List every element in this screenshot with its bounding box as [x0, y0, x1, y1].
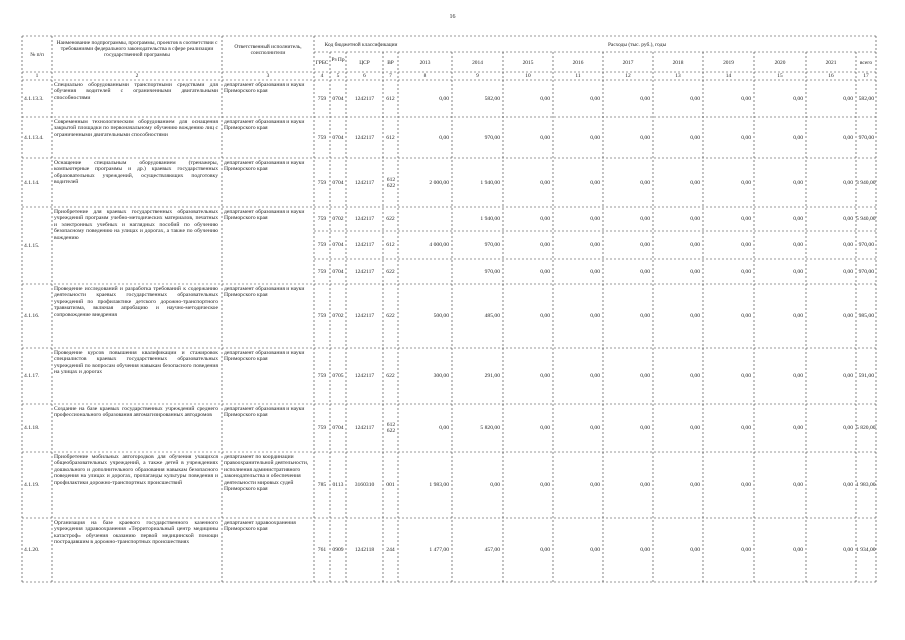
cell-csr: 1242117: [354, 216, 375, 222]
header-budget-group: Код бюджетной классификации: [324, 42, 398, 48]
cell-2017: 0,00: [640, 242, 650, 248]
row-executor: департамент образования и науки Приморского края: [224, 350, 305, 363]
cell-2015: 0,00: [540, 547, 550, 553]
column-number: 10: [525, 73, 531, 79]
page-number: 16: [449, 14, 456, 20]
cell-2013: 500,00: [433, 313, 449, 319]
cell-csr: 1242117: [354, 242, 375, 248]
cell-2017: 0,00: [640, 268, 650, 275]
cell-2020: 0,00: [793, 547, 803, 553]
header-year-2018: 2018: [672, 60, 684, 66]
column-number: 7: [389, 73, 392, 79]
cell-2019: 0,00: [741, 242, 751, 248]
cell-2019: 0,00: [741, 134, 751, 141]
cell-2015: 0,00: [540, 482, 550, 488]
cell-2015: 0,00: [540, 268, 550, 275]
cell-2013: 1 983,00: [429, 482, 449, 488]
cell-csr: 1242117: [354, 373, 375, 379]
cell-csr: 1242117: [354, 313, 375, 319]
cell-2018: 0,00: [690, 425, 700, 431]
cell-2017: 0,00: [640, 216, 650, 222]
cell-2013: 2 000,00: [429, 179, 449, 186]
cell-vr: 244: [386, 547, 395, 553]
cell-total: 970,00: [858, 134, 874, 141]
cell-2021: 0,00: [843, 134, 853, 141]
cell-2020: 0,00: [793, 134, 803, 141]
cell-2017: 0,00: [640, 425, 650, 431]
cell-2018: 0,00: [690, 482, 700, 488]
column-number: 11: [575, 73, 581, 79]
row-number: 4.1.14.: [24, 179, 40, 186]
cell-2014: 5 820,00: [480, 425, 500, 431]
cell-2014: 582,00: [484, 95, 500, 102]
cell-2016: 0,00: [590, 482, 600, 488]
cell-total: 985,00: [858, 313, 874, 319]
cell-grbs: 759: [317, 425, 327, 431]
cell-2017: 0,00: [640, 482, 650, 488]
cell-rzpr: 0704: [332, 242, 344, 248]
cell-vr: 622: [386, 268, 395, 275]
column-number: 13: [675, 73, 681, 79]
row-executor: департамент здравоохранения Приморского края: [224, 520, 296, 533]
cell-grbs: 759: [317, 242, 327, 248]
cell-2020: 0,00: [793, 425, 803, 431]
cell-grbs: 785: [317, 482, 327, 488]
cell-grbs: 759: [317, 373, 327, 379]
row-name: Проведение курсов повышения квалификации и стажировок специалистов краевых государственных образовательных учреждений по вопросам обучения навыкам безопасного поведения на улицах и дорогах: [54, 350, 218, 376]
header-year-2013: 2013: [419, 60, 431, 66]
row-number: 4.1.19.: [24, 482, 40, 488]
header-csr: ЦСР: [359, 60, 370, 66]
header-executor: Ответственный исполнитель, соисполнители: [234, 44, 302, 57]
header-total: всего: [859, 60, 873, 66]
cell-total: 970,00: [858, 242, 874, 248]
cell-2017: 0,00: [640, 547, 650, 553]
cell-2014: 970,00: [484, 134, 500, 141]
row-number: 4.1.20.: [24, 547, 40, 553]
header-expenses-group: Расходы (тыс. руб.), годы: [607, 42, 667, 48]
cell-rzpr: 0702: [332, 216, 344, 222]
cell-rzpr: 0704: [332, 179, 344, 186]
cell-2015: 0,00: [540, 242, 550, 248]
cell-grbs: 759: [317, 95, 327, 102]
cell-csr: 1242117: [354, 179, 375, 186]
cell-vr: 622: [386, 373, 395, 379]
cell-2017: 0,00: [640, 95, 650, 102]
row-executor: департамент образования и науки Приморского края: [224, 82, 305, 95]
cell-2017: 0,00: [640, 373, 650, 379]
row-executor: департамент образования и науки Приморского края: [224, 406, 305, 419]
cell-vr: 622: [386, 313, 395, 319]
cell-2021: 0,00: [843, 373, 853, 379]
cell-2015: 0,00: [540, 313, 550, 319]
cell-total: 5 940,00: [856, 216, 876, 222]
cell-2015: 0,00: [540, 134, 550, 141]
cell-2020: 0,00: [793, 179, 803, 186]
cell-2018: 0,00: [690, 313, 700, 319]
cell-2018: 0,00: [690, 373, 700, 379]
cell-2021: 0,00: [843, 268, 853, 275]
row-number: 4.1.18.: [24, 425, 40, 431]
cell-2021: 0,00: [843, 547, 853, 553]
cell-2018: 0,00: [690, 547, 700, 553]
cell-total: 1 934,00: [856, 547, 876, 553]
cell-csr: 1242118: [354, 547, 375, 553]
cell-2016: 0,00: [590, 425, 600, 431]
header-year-2021: 2021: [825, 60, 837, 66]
column-number: 14: [725, 73, 732, 79]
cell-2020: 0,00: [793, 242, 803, 248]
cell-2013: 0,00: [439, 95, 449, 102]
column-number: 4: [320, 73, 324, 79]
cell-2014: 970,00: [484, 268, 500, 275]
cell-vr: 622: [386, 216, 395, 222]
cell-total: 5 820,00: [856, 425, 876, 431]
cell-2016: 0,00: [590, 242, 600, 248]
column-number: 9: [476, 73, 479, 79]
row-name: Создание на базе краевых государственных учреждений среднего профессионального образования автомагизированных автодромов: [54, 406, 218, 419]
cell-total: 1 983,00: [856, 482, 876, 488]
header-year-2017: 2017: [622, 60, 634, 66]
row-name: Приобретение мобильных автогородков для обучения учащихся общеобразовательных учреждений, а также детей в учреждениях дошкольного и дополнительного образования навыкам безопасного поведения на улицах и дорогах, пропаганды культуры поведения и профилактики дорожно-транспортных происшествий: [54, 454, 218, 486]
row-number: 4.1.15.: [24, 242, 40, 249]
cell-2016: 0,00: [590, 547, 600, 553]
cell-2019: 0,00: [741, 373, 751, 379]
cell-vr: 612: [386, 134, 395, 141]
header-name: Наименование подпрограммы, программы, проектов в соответствии с требованиями федерального законодательства в сфере реализации государственной программы: [56, 40, 218, 59]
cell-2016: 0,00: [590, 95, 600, 102]
row-name: Оснащение специальным оборудованием (тренажеры, компьютерные программы и др.) краевых государственных образовательных учреждений, осуществляющих подготовку водителей: [54, 160, 218, 186]
row-number: 4.1.16.: [24, 313, 40, 319]
row-name: Проведение исследований и разработка требований к содержанию деятельности краевых государственных образовательных учреждений по профилактике детского дорожно-транспортного травматизма, включая апробацию и научно-методическое сопровождение внедрения: [54, 286, 218, 318]
cell-grbs: 759: [317, 313, 327, 319]
cell-2019: 0,00: [741, 547, 751, 553]
cell-2018: 0,00: [690, 134, 700, 141]
cell-2017: 0,00: [640, 313, 650, 319]
header-year-2020: 2020: [774, 60, 786, 66]
cell-2016: 0,00: [590, 373, 600, 379]
cell-2020: 0,00: [793, 268, 803, 275]
cell-2021: 0,00: [843, 216, 853, 222]
row-number: 4.1.13.4.: [24, 134, 44, 141]
cell-2021: 0,00: [843, 425, 853, 431]
header-num: № п/п: [30, 52, 44, 58]
cell-rzpr: 0909: [332, 547, 344, 553]
cell-2014: 291,00: [484, 373, 500, 379]
cell-grbs: 759: [317, 268, 327, 275]
cell-csr: 1242117: [354, 95, 375, 102]
cell-2020: 0,00: [793, 216, 803, 222]
cell-2015: 0,00: [540, 373, 550, 379]
row-executor: департамент образования и науки Приморского края: [224, 119, 305, 132]
cell-2016: 0,00: [590, 179, 600, 186]
header-year-2015: 2015: [522, 60, 534, 66]
cell-2015: 0,00: [540, 179, 550, 186]
cell-rzpr: 0705: [332, 373, 344, 379]
column-number: 5: [336, 73, 340, 79]
row-name: Современным технологическим оборудованием для оснащения закрытой площадки по первоначальному обучению вождению лиц с ограниченными двигательными способностями: [54, 119, 218, 138]
row-executor: департамент образования и науки Приморского края: [224, 286, 305, 299]
cell-2015: 0,00: [540, 216, 550, 222]
cell-2015: 0,00: [540, 425, 550, 431]
row-number: 4.1.13.3.: [24, 95, 44, 102]
cell-2013: 300,00: [433, 373, 449, 379]
cell-2019: 0,00: [741, 216, 751, 222]
cell-2018: 0,00: [690, 95, 700, 102]
cell-grbs: 759: [317, 216, 327, 222]
header-vr: ВР: [387, 60, 394, 66]
cell-2021: 0,00: [843, 313, 853, 319]
cell-2013: 1 477,00: [429, 547, 449, 553]
cell-csr: 3160310: [354, 482, 375, 488]
cell-2019: 0,00: [741, 425, 751, 431]
cell-vr: 612 622: [386, 176, 396, 189]
cell-2014: 1 940,00: [480, 179, 500, 186]
cell-grbs: 761: [317, 547, 327, 553]
cell-csr: 1242117: [354, 425, 375, 431]
cell-2018: 0,00: [690, 268, 700, 275]
column-number: 6: [363, 73, 366, 79]
cell-2016: 0,00: [590, 268, 600, 275]
column-number: 1: [35, 73, 39, 79]
cell-2014: 457,00: [484, 547, 500, 553]
cell-total: 591,00: [858, 373, 874, 379]
cell-2021: 0,00: [843, 482, 853, 488]
header-rzpr: Рз Пр: [331, 57, 345, 63]
header-year-2014: 2014: [472, 60, 483, 66]
cell-rzpr: 0704: [332, 425, 344, 431]
row-name: Специально оборудованными транспортными средствами для обучения водителей с ограниченными двигательными способностями: [54, 82, 218, 101]
cell-2019: 0,00: [741, 95, 751, 102]
cell-total: 970,00: [858, 268, 874, 275]
header-year-2019: 2019: [723, 60, 734, 66]
cell-2016: 0,00: [590, 134, 600, 141]
cell-2020: 0,00: [793, 373, 803, 379]
column-number: 2: [135, 73, 139, 79]
cell-2019: 0,00: [741, 268, 751, 275]
cell-2014: 485,00: [484, 313, 500, 319]
cell-vr: 612: [386, 242, 395, 248]
cell-rzpr: 0704: [332, 268, 344, 275]
cell-total: 3 940,00: [856, 179, 876, 186]
column-number: 15: [777, 73, 783, 79]
column-number: 12: [625, 73, 631, 79]
header-grbs: ГРБС: [315, 60, 329, 66]
row-executor: департамент образования и науки Приморского края: [224, 209, 305, 222]
cell-csr: 1242117: [354, 134, 375, 141]
cell-2013: 0,00: [439, 134, 449, 141]
row-name: Организация на базе краевого государственного казенного учреждения здравоохранения «Территориальный центр медицины катастроф» обучения оказанию первой медицинской помощи пострадавшим в дорожно-транспортных происшествиях: [54, 520, 218, 546]
cell-2016: 0,00: [590, 313, 600, 319]
cell-2021: 0,00: [843, 95, 853, 102]
row-name: Приобретение для краевых государственных образовательных учреждений программ учебно-методических материалов, печатных и электронных учебных и наглядных пособий по обучению безопасному поведению на улицах и дорогах, а также по обучению вождению: [54, 209, 218, 241]
cell-vr: 612 622: [386, 422, 396, 435]
cell-grbs: 759: [317, 179, 327, 186]
cell-2013: 4 000,00: [429, 242, 449, 248]
header-year-2016: 2016: [572, 60, 584, 66]
column-number: 3: [266, 73, 270, 79]
cell-2018: 0,00: [690, 179, 700, 186]
cell-rzpr: 0704: [332, 95, 344, 102]
column-number: 17: [863, 73, 869, 79]
cell-vr: 001: [386, 482, 395, 488]
column-number: 16: [828, 73, 834, 79]
cell-2013: 0,00: [439, 425, 449, 431]
cell-2019: 0,00: [741, 313, 751, 319]
cell-rzpr: 0113: [332, 482, 344, 488]
cell-2020: 0,00: [793, 482, 803, 488]
cell-2018: 0,00: [690, 242, 700, 248]
cell-2021: 0,00: [843, 242, 853, 248]
cell-2016: 0,00: [590, 216, 600, 222]
cell-2018: 0,00: [690, 216, 700, 222]
cell-2014: 0,00: [490, 482, 500, 488]
cell-2014: 1 940,00: [480, 216, 500, 222]
cell-2019: 0,00: [741, 179, 751, 186]
cell-vr: 612: [386, 95, 395, 102]
cell-grbs: 759: [317, 134, 327, 141]
row-executor: департамент образования и науки Приморского края: [224, 160, 305, 173]
cell-2017: 0,00: [640, 179, 650, 186]
cell-2015: 0,00: [540, 95, 550, 102]
row-number: 4.1.17.: [24, 373, 40, 379]
cell-2020: 0,00: [793, 95, 803, 102]
cell-2020: 0,00: [793, 313, 803, 319]
cell-csr: 1242117: [354, 268, 375, 275]
column-number: 8: [423, 73, 427, 79]
cell-2014: 970,00: [484, 242, 500, 248]
cell-2021: 0,00: [843, 179, 853, 186]
cell-rzpr: 0702: [332, 313, 344, 319]
row-executor: департамент по координации правоохранительной деятельности, исполнения административного законодательства и обеспечения деятельности мировых судей Приморского края: [224, 454, 309, 493]
cell-2019: 0,00: [741, 482, 751, 488]
cell-rzpr: 0704: [332, 134, 344, 141]
cell-total: 582,00: [858, 95, 874, 102]
cell-2017: 0,00: [640, 134, 650, 141]
